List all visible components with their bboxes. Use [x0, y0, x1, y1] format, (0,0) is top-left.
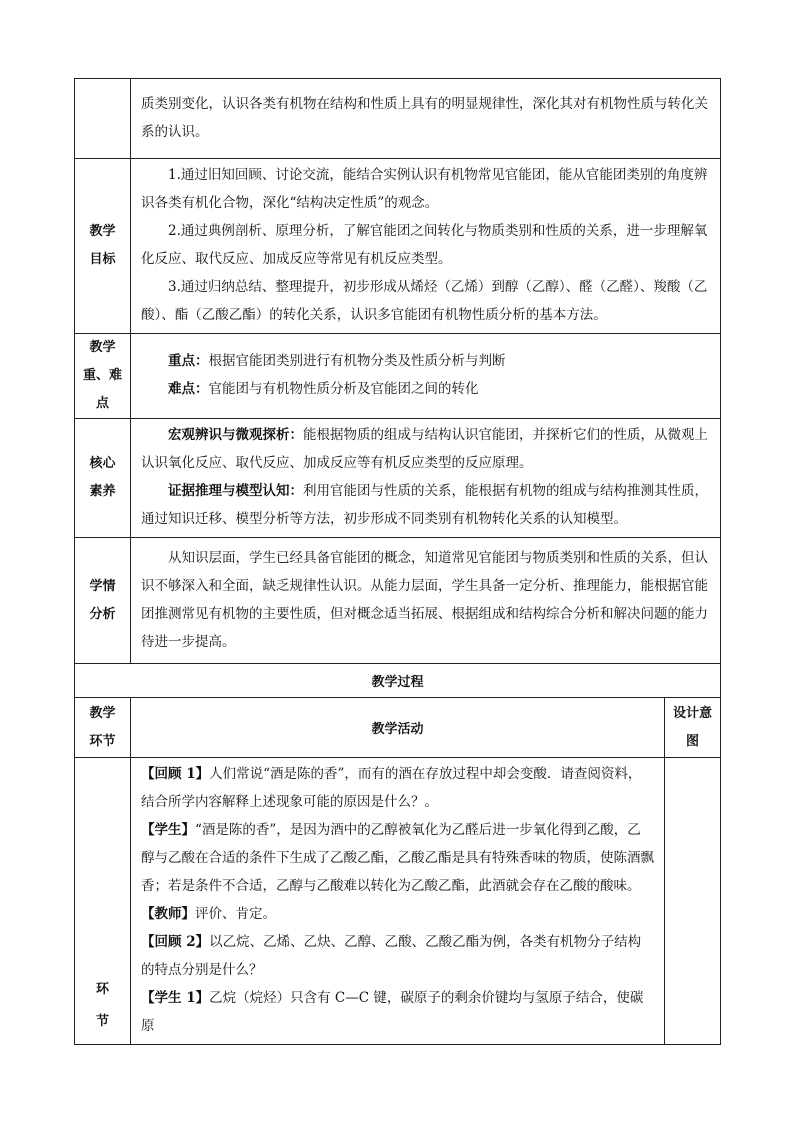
activity-column-header: 教学活动 [131, 698, 665, 758]
process-title: 教学过程 [75, 664, 721, 698]
review-2: 【回顾 2】以乙烷、乙烯、乙炔、乙醇、乙酸、乙酸乙酯为例，各类有机物分子结构的特点分别是什么？ [141, 934, 642, 978]
continuation-label-cell [75, 79, 131, 159]
process-header-row [75, 698, 721, 758]
objective-item: 2.通过典例剖析、原理分析，了解官能团之间转化与物质类别和性质的关系，进一步理解氧化反应、取代反应、加成反应等常见有机反应类型。 [141, 223, 708, 267]
competency-row [75, 419, 721, 538]
activity-content [131, 758, 665, 1045]
design-intent-column-header: 设计意 图 [665, 698, 721, 758]
objectives-row [75, 159, 721, 334]
competency-content [131, 419, 721, 538]
review-1: 【回顾 1】人们常说“酒是陈的香”，而有的酒在存放过程中却会变酸．请查阅资料，结合所学内容解释上述现象可能的原因是什么？。 [141, 766, 642, 810]
student-answer: 【学生】“酒是陈的香”，是因为酒中的乙醇被氧化为乙醛后进一步氧化得到乙酸，乙醇与乙酸在合适的条件下生成了乙酸乙酯，乙酸乙酯是具有特殊香味的物质，使陈酒飘香；若是条件不合适，乙醇与乙酸难以转化为乙酸乙酯，此酒就会存在乙酸的酸味。 [141, 822, 654, 894]
objectives-label: 教学 目标 [75, 159, 131, 334]
student-1-answer: 【学生 1】乙烷（烷烃）只含有 C—C 键，碳原子的剩余价键均与氢原子结合，使碳原 [141, 990, 644, 1034]
objective-item: 3.通过归纳总结、整理提升，初步形成从烯烃（乙烯）到醇（乙醇）、醛（乙醛）、羧酸（乙酸）、酯（乙酸乙酯）的转化关系，认识多官能团有机物性质分析的基本方法。 [141, 279, 708, 323]
design-intent-cell [665, 758, 721, 1045]
continuation-line: 质类别变化，认识各类有机物在结构和性质上具有的明显规律性，深化其对有机物性质与转化关系的认识。 [141, 95, 708, 140]
difficult-point: 难点：官能团与有机物性质分析及官能团之间的转化 [168, 381, 479, 397]
continuation-row [75, 79, 721, 159]
competency-item: 证据推理与模型认知：利用官能团与性质的关系，能根据有机物的组成与结构推测其性质，通过知识迁移、模型分析等方法，初步形成不同类别有机物转化关系的认知模型。 [141, 483, 708, 527]
process-content-row [75, 758, 721, 1045]
objectives-content [131, 159, 721, 334]
keypoints-label: 教学 重、难 点 [75, 334, 131, 419]
analysis-content [131, 538, 721, 664]
continuation-text [131, 79, 721, 159]
process-title-row [75, 664, 721, 698]
competency-item: 宏观辨识与微观探析：能根据物质的组成与结构认识官能团，并探析它们的性质，从微观上认识氧化反应、取代反应、加成反应等有机反应类型的反应原理。 [141, 427, 708, 471]
stage-label: 环 节 [75, 758, 131, 1045]
lesson-plan-table [74, 78, 721, 1045]
teacher-response: 【教师】评价、肯定。 [141, 906, 276, 922]
keypoints-content [131, 334, 721, 419]
key-point: 重点：根据官能团类别进行有机物分类及性质分析与判断 [168, 353, 506, 369]
analysis-text: 从知识层面，学生已经具备官能团的概念，知道常见官能团与物质类别和性质的关系，但认识不够深入和全面，缺乏规律性认识。从能力层面，学生具备一定分析、推理能力，能根据官能团推测常见有机物的主要性质，但对概念适当拓展、根据组成和结构综合分析和解决问题的能力待进一步提高。 [141, 549, 708, 650]
analysis-label: 学情 分析 [75, 538, 131, 664]
keypoints-row [75, 334, 721, 419]
competency-label: 核心 素养 [75, 419, 131, 538]
objective-item: 1.通过旧知回顾、讨论交流，能结合实例认识有机物常见官能团，能从官能团类别的角度辨识各类有机化合物，深化“结构决定性质”的观念。 [141, 167, 708, 211]
analysis-row [75, 538, 721, 664]
stage-column-header: 教学 环节 [75, 698, 131, 758]
